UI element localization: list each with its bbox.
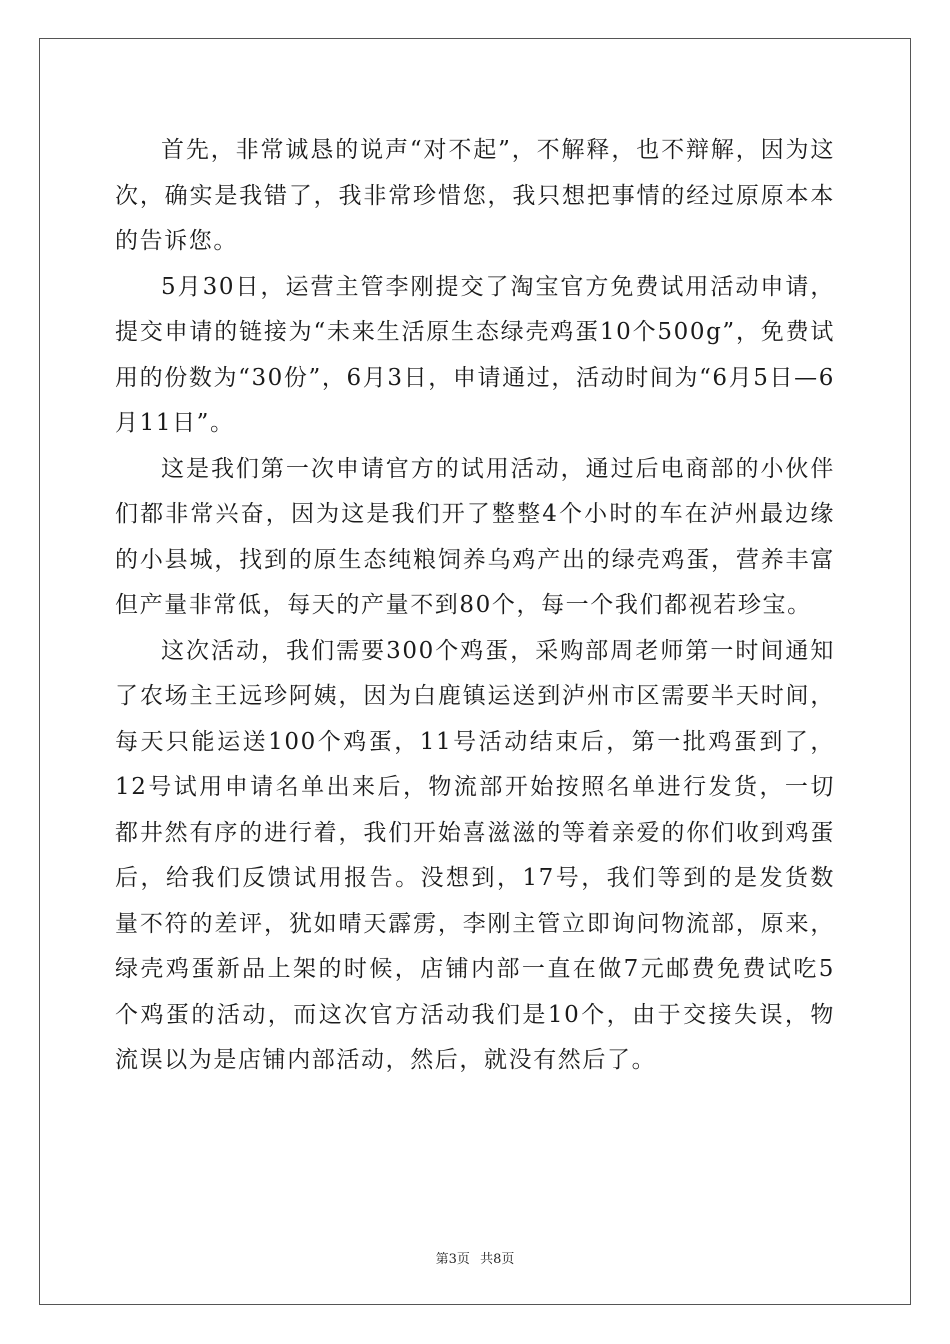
document-body — [115, 128, 835, 1084]
page-footer — [0, 1248, 950, 1267]
paragraph-application: 5月30日，运营主管李刚提交了淘宝官方免费试用活动申请，提交申请的链接为“未来生活原生态绿壳鸡蛋10个500g”，免费试用的份数为“30份”，6月3日，申请通过，活动时间为“6月5日—6月11日”。 — [115, 273, 835, 436]
paragraph-apology: 首先，非常诚恳的说声“对不起”，不解释，也不辩解，因为这次，确实是我错了，我非常珍惜您，我只想把事情的经过原原本本的告诉您。 — [115, 137, 835, 254]
total-pages-label: 共8页 — [480, 1252, 515, 1267]
current-page-label: 第3页 — [435, 1252, 470, 1267]
paragraph-background: 这是我们第一次申请官方的试用活动，通过后电商部的小伙伴们都非常兴奋，因为这是我们开了整整4个小时的车在泸州最边缘的小县城，找到的原生态纯粮饲养乌鸡产出的绿壳鸡蛋，营养丰富但产量非常低，每天的产量不到80个，每一个我们都视若珍宝。 — [115, 455, 835, 618]
paragraph-incident: 这次活动，我们需要300个鸡蛋，采购部周老师第一时间通知了农场主王远珍阿姨，因为白鹿镇运送到泸州市区需要半天时间，每天只能运送100个鸡蛋，11号活动结束后，第一批鸡蛋到了，12号试用申请名单出来后，物流部开始按照名单进行发货，一切都井然有序的进行着，我们开始喜滋滋的等着亲爱的你们收到鸡蛋后，给我们反馈试用报告。没想到，17号，我们等到的是发货数量不符的差评，犹如晴天霹雳，李刚主管立即询问物流部，原来，绿壳鸡蛋新品上架的时候，店铺内部一直在做7元邮费免费试吃5个鸡蛋的活动，而这次官方活动我们是10个，由于交接失误，物流误以为是店铺内部活动，然后，就没有然后了。 — [115, 637, 835, 1073]
